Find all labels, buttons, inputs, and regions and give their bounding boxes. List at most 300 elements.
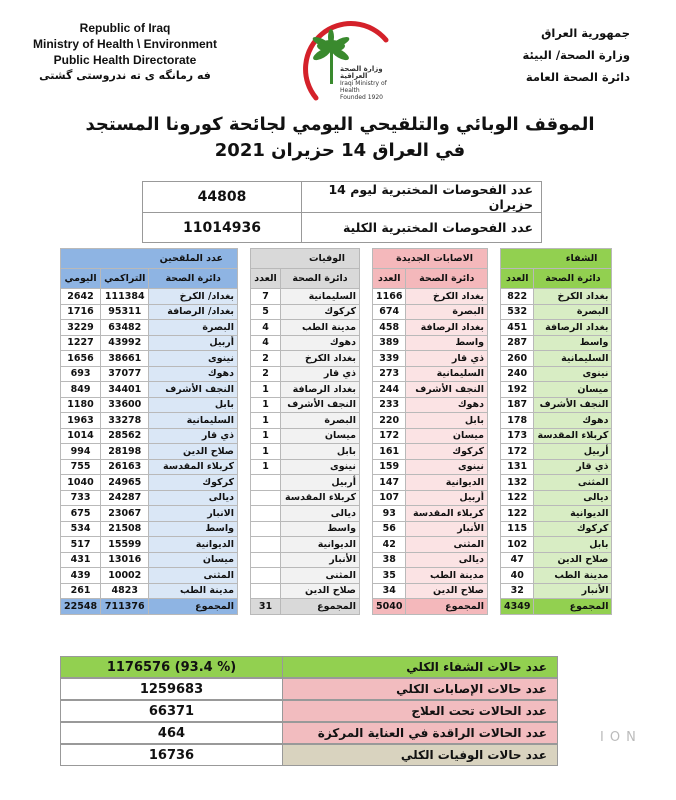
summary-row: [60, 744, 558, 766]
row-place: السليمانية: [534, 351, 612, 367]
row-place: بغداد الرصافة: [406, 320, 488, 336]
deaths-rows: [251, 289, 360, 599]
row-place: واسط: [281, 521, 360, 537]
row-count: 178: [501, 413, 534, 429]
table-row: [501, 552, 612, 568]
table-row: [373, 335, 488, 351]
row-cumulative: 37077: [101, 366, 149, 382]
row-count: [251, 506, 281, 522]
row-daily: 849: [61, 382, 101, 398]
table-row: [501, 521, 612, 537]
summary-row: [60, 700, 558, 722]
vaccinated-title: عدد الملقحين: [61, 249, 238, 269]
row-daily: 1716: [61, 304, 101, 320]
row-daily: 1040: [61, 475, 101, 491]
table-row: [251, 475, 360, 491]
row-daily: 261: [61, 583, 101, 599]
row-place: ميسان: [281, 428, 360, 444]
tests-total-label: عدد الفحوصات المختبرية الكلية: [302, 213, 542, 243]
row-count: 451: [501, 320, 534, 336]
row-place: كربلاء المقدسة: [281, 490, 360, 506]
row-daily: 431: [61, 552, 101, 568]
col-daily: اليومي: [61, 269, 101, 289]
row-place: ديالى: [406, 552, 488, 568]
new-cases-table: [372, 248, 488, 615]
table-row: [251, 583, 360, 599]
header-ar-line: وزارة الصحة/ البيئة: [522, 48, 630, 62]
row-place: ذي قار: [149, 428, 238, 444]
row-place: النجف الأشرف: [149, 382, 238, 398]
row-place: بغداد/ الرصافة: [149, 304, 238, 320]
row-count: 42: [373, 537, 406, 553]
row-place: صلاح الدين: [149, 444, 238, 460]
row-count: 172: [501, 444, 534, 460]
row-count: [251, 475, 281, 491]
deaths-total-label: المجموع: [281, 599, 360, 615]
recovered-rows: [501, 289, 612, 599]
summary-label: عدد حالات الوفيات الكلي: [400, 748, 547, 762]
table-row: [373, 304, 488, 320]
table-row: [373, 537, 488, 553]
summary-label: عدد الحالات الراقدة في العناية المركزة: [317, 726, 547, 740]
row-daily: 439: [61, 568, 101, 584]
header-en-line: Public Health Directorate: [53, 53, 197, 67]
row-count: 5: [251, 304, 281, 320]
table-row: [373, 521, 488, 537]
row-count: 244: [373, 382, 406, 398]
table-row: [61, 552, 238, 568]
col-place: دائرة الصحة: [149, 269, 238, 289]
table-row: [501, 568, 612, 584]
row-daily: 534: [61, 521, 101, 537]
row-place: أربيل: [534, 444, 612, 460]
row-count: 532: [501, 304, 534, 320]
table-row: [373, 382, 488, 398]
table-row: [501, 289, 612, 305]
tests-total-value: 11014936: [143, 213, 302, 243]
row-count: 674: [373, 304, 406, 320]
row-cumulative: 24965: [101, 475, 149, 491]
row-count: 2: [251, 366, 281, 382]
vaccinated-total-row: [61, 599, 238, 615]
row-cumulative: 38661: [101, 351, 149, 367]
row-place: النجف الأشرف: [534, 397, 612, 413]
row-cumulative: 13016: [101, 552, 149, 568]
deaths-title: الوفيات: [251, 249, 360, 269]
recovered-total-row: [501, 599, 612, 615]
row-place: ديالى: [149, 490, 238, 506]
table-row: [501, 351, 612, 367]
row-place: واسط: [406, 335, 488, 351]
summary-label: عدد الحالات تحت العلاج: [411, 704, 547, 718]
table-row: [251, 366, 360, 382]
row-daily: 1227: [61, 335, 101, 351]
summary-value: 464: [61, 723, 283, 743]
table-row: [373, 552, 488, 568]
col-count: العدد: [501, 269, 534, 289]
row-place: بغداد الكرخ: [406, 289, 488, 305]
row-place: الانبار: [149, 506, 238, 522]
row-daily: 675: [61, 506, 101, 522]
row-place: المثنى: [149, 568, 238, 584]
table-row: [61, 351, 238, 367]
table-row: [251, 537, 360, 553]
row-place: بابل: [149, 397, 238, 413]
row-place: صلاح الدين: [406, 583, 488, 599]
table-row: [251, 428, 360, 444]
row-count: 192: [501, 382, 534, 398]
table-row: [373, 289, 488, 305]
table-row: [61, 506, 238, 522]
table-row: [373, 428, 488, 444]
row-cumulative: 21508: [101, 521, 149, 537]
row-cumulative: 33600: [101, 397, 149, 413]
row-place: المثنى: [406, 537, 488, 553]
row-place: بغداد الكرخ: [281, 351, 360, 367]
row-place: الأنبار: [406, 521, 488, 537]
new-cases-rows: [373, 289, 488, 599]
row-place: كركوك: [534, 521, 612, 537]
logo-caption-line: Founded 1920: [340, 94, 383, 101]
recovered-title-row: [501, 249, 612, 269]
vaccinated-header-row: [61, 269, 238, 289]
row-place: أربيل: [406, 490, 488, 506]
table-row: [501, 490, 612, 506]
deaths-header-row: [251, 269, 360, 289]
table-row: [251, 444, 360, 460]
new-cases-title: الاصابات الجديدة: [373, 249, 488, 269]
row-cumulative: 28198: [101, 444, 149, 460]
title-line-1: الموقف الوبائي والتلقيحي اليومي لجائحة كورونا المستجد: [85, 114, 595, 135]
table-row: [373, 459, 488, 475]
row-count: 4: [251, 335, 281, 351]
row-daily: 1656: [61, 351, 101, 367]
table-row: [61, 568, 238, 584]
row-count: 131: [501, 459, 534, 475]
row-count: 147: [373, 475, 406, 491]
deaths-table: [250, 248, 360, 615]
row-count: 287: [501, 335, 534, 351]
tests-daily-label: عدد الفحوصات المختبرية ليوم 14 حزيران: [302, 182, 542, 213]
row-place: نينوى: [534, 366, 612, 382]
row-place: السليمانية: [281, 289, 360, 305]
row-place: بابل: [406, 413, 488, 429]
table-row: [501, 537, 612, 553]
row-place: ذي قار: [534, 459, 612, 475]
row-count: 1: [251, 413, 281, 429]
row-place: نينوى: [281, 459, 360, 475]
report-title: [60, 112, 620, 164]
row-count: [251, 490, 281, 506]
row-place: النجف الأشرف: [406, 382, 488, 398]
row-daily: 1963: [61, 413, 101, 429]
row-count: 107: [373, 490, 406, 506]
row-count: 339: [373, 351, 406, 367]
row-place: دهوك: [281, 335, 360, 351]
vaccinated-table: [60, 248, 238, 615]
total-label: المجموع: [149, 599, 238, 615]
row-place: ميسان: [534, 382, 612, 398]
row-cumulative: 95311: [101, 304, 149, 320]
row-place: بغداد/ الكرخ: [149, 289, 238, 305]
table-row: [251, 506, 360, 522]
row-daily: 1014: [61, 428, 101, 444]
row-cumulative: 26163: [101, 459, 149, 475]
row-place: ميسان: [406, 428, 488, 444]
table-row: [501, 304, 612, 320]
row-place: صلاح الدين: [534, 552, 612, 568]
row-place: كركوك: [149, 475, 238, 491]
summary-value: 66371: [61, 701, 283, 721]
new-cases-title-row: [373, 249, 488, 269]
recovered-header-row: [501, 269, 612, 289]
table-row: [501, 366, 612, 382]
summary-value: 1259683: [61, 679, 283, 699]
row-count: 7: [251, 289, 281, 305]
row-count: 1: [251, 444, 281, 460]
table-row: [251, 490, 360, 506]
row-count: 1: [251, 382, 281, 398]
row-place: مدينة الطب: [534, 568, 612, 584]
row-place: ذي قار: [281, 366, 360, 382]
row-place: نينوى: [406, 459, 488, 475]
table-row: [61, 475, 238, 491]
row-count: 4: [251, 320, 281, 336]
row-daily: 994: [61, 444, 101, 460]
table-row: [251, 552, 360, 568]
row-count: 35: [373, 568, 406, 584]
row-place: ذي قار: [406, 351, 488, 367]
logo-caption-line: Iraqi Ministry of Health: [340, 80, 387, 94]
row-place: الديوانية: [281, 537, 360, 553]
table-row: [501, 428, 612, 444]
table-row: [251, 351, 360, 367]
row-place: الأنبار: [534, 583, 612, 599]
table-row: [501, 382, 612, 398]
summary-label: عدد حالات الشفاء الكلي: [406, 660, 547, 674]
row-cumulative: 43992: [101, 335, 149, 351]
row-count: 115: [501, 521, 534, 537]
header-ar-line: دائرة الصحة العامة: [525, 70, 630, 84]
recovered-total-label: المجموع: [534, 599, 612, 615]
row-count: 102: [501, 537, 534, 553]
row-count: 132: [501, 475, 534, 491]
table-row: [251, 413, 360, 429]
row-cumulative: 10002: [101, 568, 149, 584]
row-cumulative: 28562: [101, 428, 149, 444]
deaths-total: 31: [251, 599, 281, 615]
tests-daily-value: 44808: [143, 182, 302, 213]
new-cases-total: 5040: [373, 599, 406, 615]
row-place: بابل: [281, 444, 360, 460]
row-place: الديوانية: [149, 537, 238, 553]
header-en-line: Republic of Iraq: [79, 21, 171, 35]
table-row: [61, 382, 238, 398]
table-row: [61, 490, 238, 506]
table-row: [61, 428, 238, 444]
table-row: [251, 459, 360, 475]
row-count: 1: [251, 397, 281, 413]
row-count: 38: [373, 552, 406, 568]
table-row: [251, 521, 360, 537]
table-row: [251, 289, 360, 305]
row-count: 240: [501, 366, 534, 382]
table-row: [373, 397, 488, 413]
table-row: [501, 335, 612, 351]
table-row: [373, 366, 488, 382]
row-count: [251, 552, 281, 568]
table-row: [501, 506, 612, 522]
header-english: [20, 20, 230, 84]
recovered-title: الشفاء: [501, 249, 612, 269]
table-row: [251, 320, 360, 336]
table-row: [61, 444, 238, 460]
table-row: [373, 568, 488, 584]
row-count: 34: [373, 583, 406, 599]
row-count: 47: [501, 552, 534, 568]
row-daily: 3229: [61, 320, 101, 336]
col-place: دائرة الصحة: [406, 269, 488, 289]
row-count: 458: [373, 320, 406, 336]
summary-row: [60, 656, 558, 678]
table-row: [373, 413, 488, 429]
tests-total-row: [143, 213, 542, 243]
new-cases-total-row: [373, 599, 488, 615]
row-place: كربلاء المقدسة: [406, 506, 488, 522]
row-cumulative: 63482: [101, 320, 149, 336]
vaccinated-rows: [61, 289, 238, 599]
row-place: البصرة: [149, 320, 238, 336]
recovered-total: 4349: [501, 599, 534, 615]
tests-daily-row: [143, 182, 542, 213]
table-row: [373, 444, 488, 460]
summary-row: [60, 678, 558, 700]
header-ar-line: جمهورية العراق: [541, 26, 630, 40]
vaccinated-title-row: [61, 249, 238, 269]
table-row: [501, 475, 612, 491]
table-row: [61, 537, 238, 553]
row-cumulative: 111384: [101, 289, 149, 305]
row-daily: 1180: [61, 397, 101, 413]
row-place: كركوك: [406, 444, 488, 460]
row-place: دهوك: [406, 397, 488, 413]
row-place: بغداد الكرخ: [534, 289, 612, 305]
table-row: [61, 335, 238, 351]
row-place: البصرة: [406, 304, 488, 320]
total-daily: 22548: [61, 599, 101, 615]
row-place: أربيل: [281, 475, 360, 491]
row-count: 161: [373, 444, 406, 460]
row-place: ديالى: [534, 490, 612, 506]
row-count: [251, 537, 281, 553]
table-row: [373, 490, 488, 506]
title-line-2: في العراق 14 حزيران 2021: [214, 140, 466, 161]
row-cumulative: 33278: [101, 413, 149, 429]
row-cumulative: 15599: [101, 537, 149, 553]
header-arabic: [470, 22, 630, 88]
row-place: النجف الأشرف: [281, 397, 360, 413]
summary-value: 1176576 (93.4 %): [61, 657, 283, 677]
row-place: نينوى: [149, 351, 238, 367]
col-cumulative: التراكمي: [101, 269, 149, 289]
row-count: 173: [501, 428, 534, 444]
row-count: 56: [373, 521, 406, 537]
row-place: ديالى: [281, 506, 360, 522]
row-count: 233: [373, 397, 406, 413]
row-count: 260: [501, 351, 534, 367]
row-place: بغداد الرصافة: [534, 320, 612, 336]
total-cumulative: 711376: [101, 599, 149, 615]
row-place: المثنى: [281, 568, 360, 584]
row-daily: 755: [61, 459, 101, 475]
table-row: [373, 351, 488, 367]
row-place: دهوك: [149, 366, 238, 382]
summary-value: 16736: [61, 745, 283, 765]
table-row: [61, 289, 238, 305]
row-count: [251, 583, 281, 599]
row-count: 40: [501, 568, 534, 584]
deaths-title-row: [251, 249, 360, 269]
header-en-line: فه رمانگه ى ته ندروستى گشتى: [39, 69, 211, 82]
row-place: كركوك: [281, 304, 360, 320]
table-row: [251, 335, 360, 351]
row-cumulative: 4823: [101, 583, 149, 599]
table-row: [373, 506, 488, 522]
new-cases-total-label: المجموع: [406, 599, 488, 615]
table-row: [61, 521, 238, 537]
row-count: 122: [501, 506, 534, 522]
row-cumulative: 23067: [101, 506, 149, 522]
row-count: 172: [373, 428, 406, 444]
table-row: [61, 413, 238, 429]
row-place: بابل: [534, 537, 612, 553]
recovered-table: [500, 248, 612, 615]
row-count: 1: [251, 428, 281, 444]
row-cumulative: 24287: [101, 490, 149, 506]
table-row: [251, 568, 360, 584]
row-daily: 733: [61, 490, 101, 506]
table-row: [501, 413, 612, 429]
table-row: [61, 459, 238, 475]
row-place: أربيل: [149, 335, 238, 351]
table-row: [61, 397, 238, 413]
row-count: [251, 521, 281, 537]
table-row: [61, 320, 238, 336]
deaths-total-row: [251, 599, 360, 615]
row-place: واسط: [534, 335, 612, 351]
row-place: الديوانية: [406, 475, 488, 491]
table-row: [501, 320, 612, 336]
row-place: ميسان: [149, 552, 238, 568]
row-cumulative: 34401: [101, 382, 149, 398]
header-en-line: Ministry of Health \ Environment: [32, 37, 218, 51]
table-row: [61, 366, 238, 382]
row-place: بغداد الرصافة: [281, 382, 360, 398]
row-place: صلاح الدين: [281, 583, 360, 599]
table-row: [501, 459, 612, 475]
new-cases-header-row: [373, 269, 488, 289]
row-place: السليمانية: [406, 366, 488, 382]
logo-caption-line: وزارة الصحة العراقية: [340, 65, 383, 80]
col-count: العدد: [373, 269, 406, 289]
table-row: [501, 397, 612, 413]
row-place: كربلاء المقدسة: [149, 459, 238, 475]
summary-row: [60, 722, 558, 744]
row-place: المثنى: [534, 475, 612, 491]
row-place: مدينة الطب: [406, 568, 488, 584]
watermark: ION: [600, 730, 642, 745]
row-place: البصرة: [281, 413, 360, 429]
